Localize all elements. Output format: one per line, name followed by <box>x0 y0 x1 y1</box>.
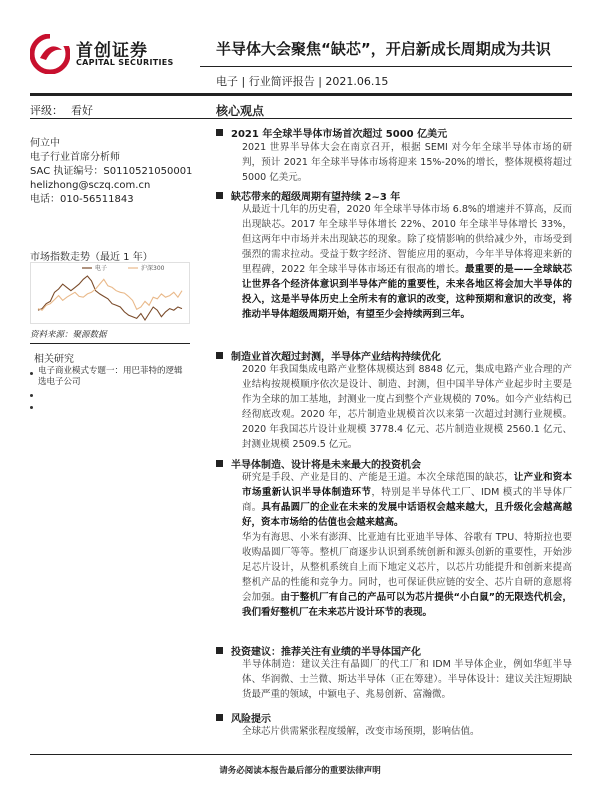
analyst-name: 何立中 <box>30 138 60 149</box>
body-text: 研究是手段、产业是目的、产能是王道。本次全球范围的缺芯， <box>242 472 514 483</box>
analyst-email[interactable]: helizhong@sczq.com.cn <box>30 180 151 191</box>
emphasis-text: 由于整机厂有自己的产品可以为芯片提供“小白鼠”的无限迭代机会，我们看好整机厂在未来芯片设计环节的表现。 <box>242 592 572 618</box>
section-body <box>242 724 572 739</box>
related-research-item[interactable]: 电子商业模式专题一：用巴菲特的逻辑选电子公司 <box>38 366 183 387</box>
chart-source: 资料来源：聚源数据 <box>30 330 107 340</box>
section-heading: 2021 年全球半导体市场首次超过 5000 亿美元 <box>216 125 447 140</box>
related-bullet <box>30 406 33 409</box>
section-body <box>242 470 572 620</box>
series-line-1 <box>38 279 182 310</box>
section-heading: 缺芯带来的超级周期有望持续 2~3 年 <box>216 188 400 203</box>
emphasis-text: 让产业和资本市场重新认识半导体制造环节 <box>242 472 572 498</box>
section-heading: 制造业首次超过封测，半导体产业结构持续优化 <box>216 348 441 363</box>
body-text: 华为有海思、小米有澎湃、比亚迪有比亚迪半导体、谷歌有 TPU、特斯拉也要收购晶圆厂等等。整机厂商逐步认识到系统创新和源头创新的重要性，开始涉足芯片设计，从整机系统自上而下地定义芯片，以芯片功能提升和创新来提高整机产品的性能和竞争力。同时，也可保证供应链的安全、芯片自研的意愿将会加强。 <box>242 532 572 603</box>
analyst-phone: 电话：010-56511843 <box>30 194 134 205</box>
square-bullet-icon <box>216 714 223 721</box>
rating-label: 评级： <box>30 104 63 117</box>
body-text: 从最近十几年的历史看，2020 年全球半导体市场 6.8%的增速并不算高，反而出现缺芯。2017 年全球半导体增长 22%、2010 年全球半导体增长 33%，但这两年中市场并未出现缺芯的现象。除了疫情影响的供给减少外，市场受到强烈的需求拉动。受益于数字经济、智能应用的驱动，今年半导体将迎来新的里程碑，2022 年全球半导体市场还有很高的增长。 <box>242 204 572 275</box>
footer-divider <box>30 754 572 755</box>
related-bullet <box>30 372 33 375</box>
section-paragraph <box>242 657 572 702</box>
section-body <box>242 140 572 185</box>
section-body <box>242 657 572 702</box>
section-paragraph <box>242 140 572 185</box>
company-logo <box>30 34 200 74</box>
logo-mark-icon <box>30 34 70 74</box>
related-bullet <box>30 394 33 397</box>
title-divider <box>200 66 572 67</box>
square-bullet-icon <box>216 460 223 467</box>
report-title: 半导体大会聚焦“缺芯”，开启新成长周期成为共识 <box>216 40 551 58</box>
core-view-heading: 核心观点 <box>216 104 265 118</box>
header-band-divider <box>30 93 572 96</box>
section-paragraph <box>242 470 572 530</box>
section-body <box>242 362 572 452</box>
section-paragraph <box>242 530 572 620</box>
legal-footer: 请务必阅读本报告最后部分的重要法律声明 <box>219 766 381 776</box>
section-heading: 半导体制造、设计将是未来最大的投资机会 <box>216 456 421 471</box>
legend-label: 电子 <box>95 265 108 272</box>
body-text: 2021 世界半导体大会在南京召开，根据 SEMI 对今年全球半导体市场的研判，预计 2021 年全球半导体市场将迎来 15%-20%的增长，整体规模将超过 5000 亿美元。 <box>242 142 572 183</box>
logo-name-en: CAPITAL SECURITIES <box>76 58 174 67</box>
emphasis-text: 最重要的是——全球缺芯让世界各个经济体意识到半导体产能的重要性，未来各地区将会加大半导体的投入，这是半导体历史上全所未有的意识的改变，这种预期和意识的改变，将推动半导体超级周期开始，有望至少会持续两到三年。 <box>242 264 572 320</box>
legend-label: 沪深300 <box>141 265 165 272</box>
rating-value: 看好 <box>71 104 93 117</box>
square-bullet-icon <box>216 192 223 199</box>
section-divider <box>30 118 572 119</box>
square-bullet-icon <box>216 352 223 359</box>
series-line-0 <box>38 276 182 320</box>
analyst-sac: SAC 执证编号：S0110521050001 <box>30 166 193 177</box>
analyst-role: 电子行业首席分析师 <box>30 152 120 163</box>
section-heading: 风险提示 <box>216 710 271 725</box>
left-divider <box>30 343 190 344</box>
report-subtitle: 电子 | 行业简评报告 | 2021.06.15 <box>216 75 389 88</box>
chart-title: 市场指数走势（最近 1 年） <box>30 252 153 263</box>
section-body <box>242 202 572 322</box>
section-heading: 投资建议：推荐关注有业绩的半导体国产化 <box>216 643 421 658</box>
square-bullet-icon <box>216 129 223 136</box>
section-paragraph <box>242 362 572 452</box>
body-text: ，特别是半导体代工厂、IDM 模式的半导体厂商。 <box>242 487 572 513</box>
index-trend-chart <box>30 262 190 324</box>
body-text: 2020 年我国集成电路产业整体规模达到 8848 亿元，集成电路产业合理的产业结构按规模顺序依次是设计、制造、封测，但中国半导体产业起步时主要是作为全球的加工基地，封测业一度占到整个产业规模的 70%。如今产业结构已经彻底改观。2020 年，芯片制造业规模首次以来第一次超过封测行业规模。2020 年我国芯片设计业规模 3778.4 亿元、芯片制造业规模 2560.1 亿元、封测业规模 2509.5 亿元。 <box>242 364 572 450</box>
section-paragraph <box>242 202 572 322</box>
square-bullet-icon <box>216 647 223 654</box>
related-research-heading: 相关研究 <box>34 354 74 365</box>
body-text: 半导体制造：建议关注有晶圆厂的代工厂和 IDM 半导体企业，例如华虹半导体、华润微、士兰微、斯达半导体（正在筹建）。半导体设计：建议关注短期缺货最严重的领域，中颖电子、兆易创新、富瀚微。 <box>242 659 572 700</box>
rating <box>30 102 93 118</box>
logo-name-cn: 首创证券 <box>76 41 148 61</box>
emphasis-text: 具有晶圆厂的企业在未来的发展中话语权会越来越大，且升级化会越高越好，资本市场给的估值也会越来越高。 <box>242 502 572 528</box>
section-paragraph <box>242 724 572 739</box>
body-text: 全球芯片供需紧张程度缓解，改变市场预期，影响估值。 <box>242 726 480 737</box>
